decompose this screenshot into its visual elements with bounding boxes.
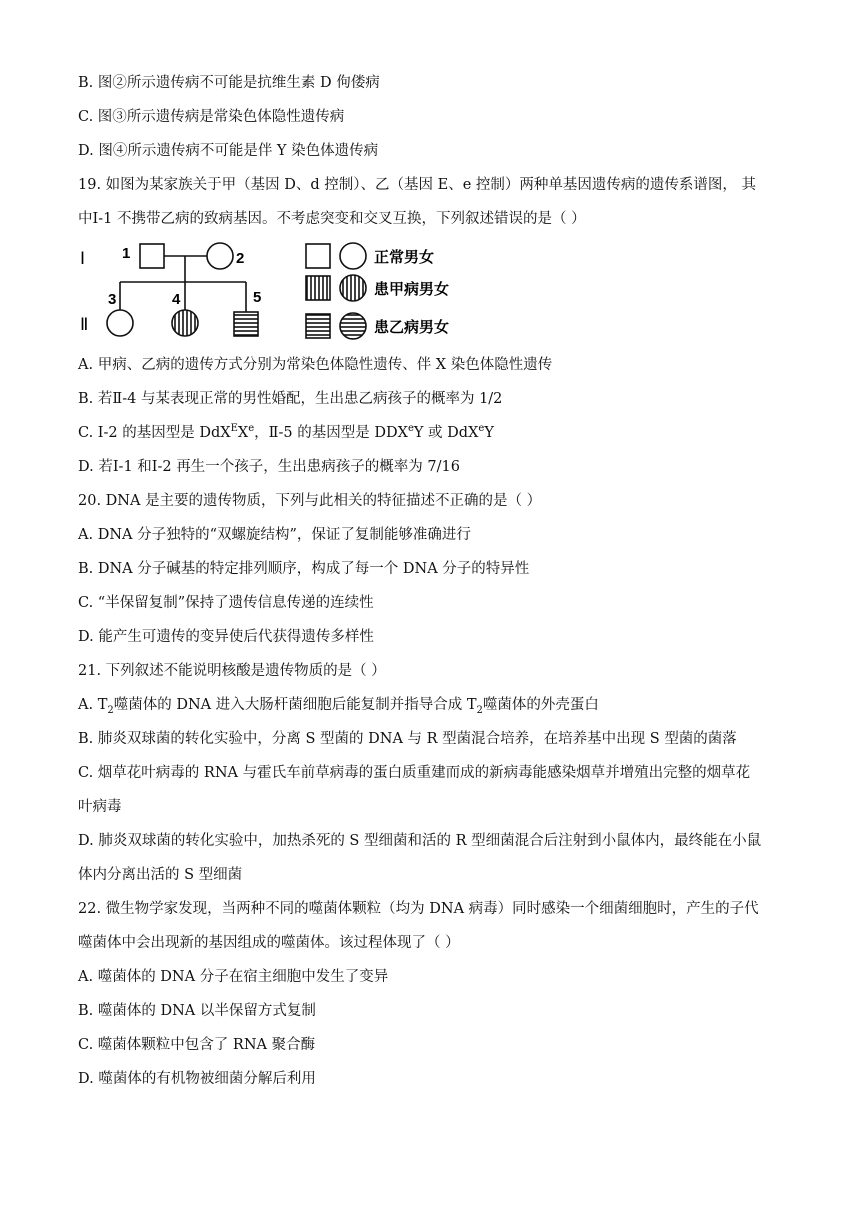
option-19b: B. 若Ⅱ-4 与某表现正常的男性婚配，生出患乙病孩子的概率为 1/2	[78, 391, 503, 407]
question-20-stem: 20. DNA 是主要的遗传物质，下列与此相关的特征描述不正确的是（ ）	[78, 493, 542, 509]
individual-II-5-disease-b-male	[234, 312, 258, 336]
option-19a: A. 甲病、乙病的遗传方式分别为常染色体隐性遗传、伴 X 染色体隐性遗传	[78, 357, 553, 373]
option-21b: B. 肺炎双球菌的转化实验中，分离 S 型菌的 DNA 与 R 型菌混合培养，在培养基中出现 S 型菌的菌落	[78, 731, 737, 747]
option-21d-line1: D. 肺炎双球菌的转化实验中，加热杀死的 S 型细菌和活的 R 型细菌混合后注射到小鼠体内，最终能在小鼠	[78, 833, 762, 849]
legend-disease-b-male-symbol	[306, 314, 330, 338]
legend-disease-b-label: 患乙病男女	[374, 318, 450, 336]
question-22-stem-line1: 22. 微生物学家发现，当两种不同的噬菌体颗粒（均为 DNA 病毒）同时感染一个细菌细胞时，产生的子代	[78, 901, 759, 917]
legend-disease-a-male-symbol	[306, 276, 330, 300]
option-20c: C. “半保留复制”保持了遗传信息传递的连续性	[78, 595, 374, 611]
option-18b: B. 图②所示遗传病不可能是抗维生素 D 佝偻病	[78, 75, 380, 91]
option-22b: B. 噬菌体的 DNA 以半保留方式复制	[78, 1003, 316, 1019]
option-21a: A. $T_2$噬菌体的 DNA 进入大肠杆菌细胞后能复制并指导合成 $T_2$噬菌体的外壳蛋白	[78, 697, 599, 716]
option-19d: D. 若Ⅰ-1 和Ⅰ-2 再生一个孩子，生出患病孩子的概率为 7/16	[78, 459, 460, 475]
individual-number-5: 5	[253, 289, 262, 306]
legend-normal-male-symbol	[306, 244, 330, 268]
individual-number-4: 4	[172, 291, 181, 308]
option-22d: D. 噬菌体的有机物被细菌分解后利用	[78, 1071, 316, 1087]
option-22a: A. 噬菌体的 DNA 分子在宿主细胞中发生了变异	[78, 969, 389, 985]
individual-II-4-disease-a-female	[172, 310, 198, 336]
legend-disease-a-label: 患甲病男女	[374, 280, 450, 298]
legend-disease-a-female-symbol	[340, 275, 366, 301]
legend-normal-label: 正常男女	[374, 248, 435, 266]
individual-I-2-normal-female	[207, 243, 233, 269]
option-18c: C. 图③所示遗传病是常染色体隐性遗传病	[78, 109, 345, 125]
generation-label-II: Ⅱ	[80, 315, 89, 334]
individual-II-3-normal-female	[107, 310, 133, 336]
option-21c-line2: 叶病毒	[78, 799, 122, 815]
option-18d: D. 图④所示遗传病不可能是伴 Y 染色体遗传病	[78, 143, 379, 159]
option-19c: C. Ⅰ-2 的基因型是 DdX$^E$Xe，Ⅱ-5 的基因型是 DDXeY 或 DdX$^e$Y	[78, 423, 494, 441]
question-19-stem-line1: 19. 如图为某家族关于甲（基因 D、d 控制）、乙（基因 E、e 控制）两种单基因遗传病的遗传系谱图， 其	[78, 177, 757, 193]
question-19-stem-line2: 中Ⅰ-1 不携带乙病的致病基因。不考虑突变和交叉互换，下列叙述错误的是（ ）	[78, 211, 586, 227]
question-21-stem: 21. 下列叙述不能说明核酸是遗传物质的是（ ）	[78, 663, 386, 679]
option-21c-line1: C. 烟草花叶病毒的 RNA 与霍氏车前草病毒的蛋白质重建而成的新病毒能感染烟草并增殖出完整的烟草花	[78, 765, 751, 781]
generation-label-I: Ⅰ	[80, 249, 86, 268]
individual-number-2: 2	[236, 250, 245, 267]
option-20d: D. 能产生可遗传的变异使后代获得遗传多样性	[78, 629, 374, 645]
individual-I-1-normal-male	[140, 244, 164, 268]
legend-disease-b-female-symbol	[340, 313, 366, 339]
option-22c: C. 噬菌体颗粒中包含了 RNA 聚合酶	[78, 1037, 316, 1053]
pedigree-figure	[70, 238, 490, 350]
individual-number-3: 3	[108, 291, 117, 308]
legend-normal-female-symbol	[340, 243, 366, 269]
individual-number-1: 1	[122, 245, 131, 262]
option-20a: A. DNA 分子独特的“双螺旋结构”，保证了复制能够准确进行	[78, 527, 471, 543]
option-20b: B. DNA 分子碱基的特定排列顺序，构成了每一个 DNA 分子的特异性	[78, 561, 530, 577]
question-22-stem-line2: 噬菌体中会出现新的基因组成的噬菌体。该过程体现了（ ）	[78, 935, 460, 951]
option-21d-line2: 体内分离出活的 S 型细菌	[78, 867, 243, 883]
